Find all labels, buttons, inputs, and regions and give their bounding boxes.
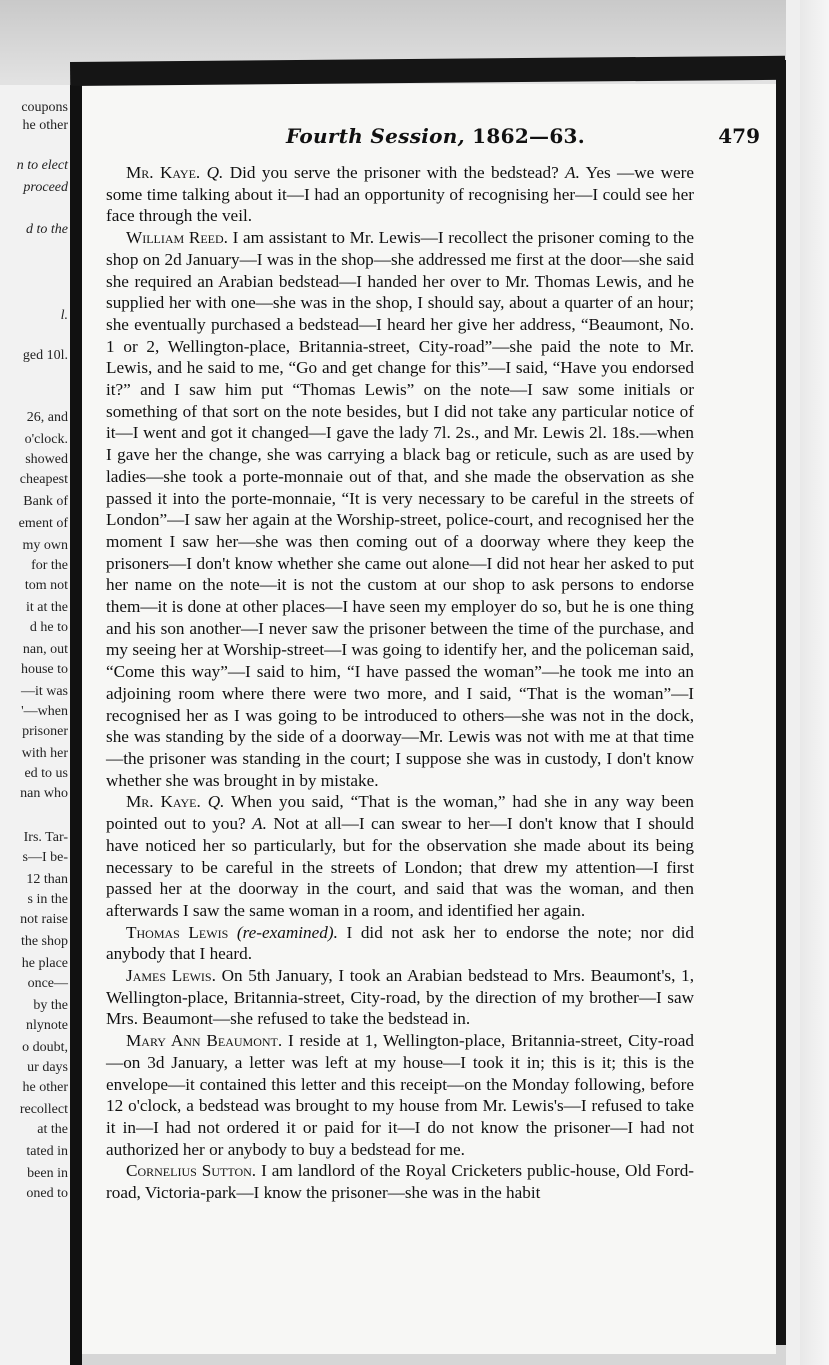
testimony-text: I did not ask her to endorse the note; nor did anybody that I heard. <box>106 922 695 964</box>
left-page-fragment-text: d to the <box>26 222 68 237</box>
testimony-text: I am assistant to Mr. Lewis—I recollect the prisoner coming to the shop on 2d January—I was in the shop—she addressed me first at the door—she said she required an Arabian bedstead—I handed her over to Mr. Thomas Lewis, and he supplied her with one—she was in the shop, I should say, about a quarter of an hour; she eventually purchased a bedstead—I heard her give her address, “Beaumont, No. 1 or 2, Wellington-place, Britannia-street, City-road”—she paid the note to Mr. Lewis, and he said to me, “Go and get change for this”—I said, “Have you endorsed it?” and I saw him put “Thomas Lewis” on the note—I saw some initials or something of that sort on the note besides, but I did not take any particular notice of it—I went and got it changed—I gave the lady 7l. 2s., and Mr. Lewis 2l. 18s.—when I gave her the change, she was carrying a black bag or reticule, such as are used by ladies—she took a porte-monnaie out of that, and she made the observation as she passed it into the porte-monnaie, “It is very necessary to be careful in the streets of London”—I saw her again at the Worship-street, police-court, and recognised her the moment I saw her—she was then coming out of a doorway where they keep the prisoners—I don't know whether she came out alone—I did not hear her asked to put her name on the note—it is not the custom at our shop to ask persons to endorse them—it is done at other places—I have seen my employer do so, but he is one thing and his son another—I never saw the prisoner between the time of the purchase, and my seeing her at Worship-street—I was going to identify her, and the policeman said, “Come this way”—I said to him, “I have passed the woman”—he took me into an adjoining room where there were two more, and I said, “That is the woman”—I recognised her as I was going to be introduced to others—she was not in the dock, she was standing by the side of a doorway—Mr. Lewis was not with me at that time—the prisoner was standing in the court; I suppose she was in custody, I don't know whether she was brought in by mistake. <box>106 228 694 790</box>
left-page-fragment-text: tom not <box>24 578 68 593</box>
left-page-fragment-text: n to elect <box>16 158 68 173</box>
left-page-fragment-text: ur days <box>27 1060 68 1075</box>
left-page-fragment-text: nan, out <box>22 642 68 657</box>
speaker: Mary Ann Beaumont. <box>126 1031 283 1051</box>
speaker-note: (re-examined). <box>236 922 338 942</box>
left-page-fragment-text: he other <box>22 118 68 133</box>
left-page-fragment-text: 26, and <box>26 410 68 425</box>
left-page-fragment-text: showed <box>25 452 68 467</box>
paragraph <box>106 1030 694 1160</box>
speaker: Mr. Kaye. <box>126 163 201 182</box>
left-page-fragment-text: s in the <box>27 892 68 907</box>
speaker: Thomas Lewis <box>126 922 229 942</box>
left-page-fragment-text: Bank of <box>23 494 68 509</box>
page-number: 479 <box>718 124 760 148</box>
left-page-fragment-text: nlynote <box>26 1018 68 1033</box>
left-page-fragment-text: ed to us <box>24 766 68 781</box>
body-text <box>106 162 694 1204</box>
running-head <box>286 124 585 148</box>
question-text: When you said, “That is the woman,” had she in any way been pointed out to you? <box>106 792 695 834</box>
paragraph <box>106 162 694 227</box>
left-page-fragment-text: o'clock. <box>24 432 68 447</box>
left-page-fragment-text: proceed <box>23 180 68 195</box>
speaker: James Lewis. <box>126 966 216 986</box>
left-page-fragment-text: ement of <box>18 516 68 531</box>
left-page-fragment-text: oned to <box>26 1186 68 1201</box>
testimony-text: On 5th January, I took an Arabian bedstead to Mrs. Beaumont's, 1, Wellington-place, Britannia-street, City-road, by the direction of my brother—I saw Mrs. Beaumont—she refused to take the bedstead in. <box>106 966 695 1029</box>
left-page-fragment-text: the shop <box>20 934 68 949</box>
speaker: Cornelius Sutton. <box>126 1161 257 1181</box>
left-page-fragment-text: with her <box>21 746 68 761</box>
left-page-fragment-text: o doubt, <box>22 1040 68 1055</box>
answer-marker: A. <box>565 163 580 182</box>
answer-text: Yes —we were some time talking about it—I had an opportunity of recognising her—I could see her face through the veil. <box>106 163 695 226</box>
left-page-fragment-text: by the <box>33 998 68 1013</box>
testimony-text: I am landlord of the Royal Cricketers public-house, Old Ford-road, Victoria-park—I know the prisoner—she was in the habit <box>106 1161 695 1203</box>
left-page-fragment-text: coupons <box>21 100 68 115</box>
left-page-fragment-text: s—I be- <box>22 850 68 865</box>
left-page-fragment-text: '—when <box>21 704 68 719</box>
testimony-text: I reside at 1, Wellington-place, Britannia-street, City-road—on 3d January, a letter was left at my house—I took it in; this is it; this is the envelope—it contained this letter and this receipt—on the Monday following, before 12 o'clock, a bedstead was brought to my house from Mr. Lewis's—I refused to take it in—I had not ordered it or paid for it—I do not know the prisoner—I had not authorized her or anybody to buy a bedstead for me. <box>106 1031 694 1159</box>
paragraph <box>106 1160 694 1203</box>
left-page-fragment-text: —it was <box>20 684 68 699</box>
left-page-fragment-text: cheapest <box>19 472 68 487</box>
page-header <box>82 122 772 150</box>
question-marker: Q. <box>207 792 225 812</box>
speaker: William Reed. <box>126 228 228 248</box>
left-page-fragment-text: d he to <box>29 620 68 635</box>
running-year: 1862—63. <box>472 124 586 148</box>
left-page-fragment-text: house to <box>20 662 68 677</box>
left-page-fragment-text: been in <box>27 1166 68 1181</box>
left-page-fragment-text: not raise <box>20 912 68 927</box>
paragraph <box>106 922 694 965</box>
paragraph <box>106 965 694 1030</box>
page <box>82 84 776 1354</box>
answer-marker: A. <box>252 814 267 834</box>
left-page-fragment-text: he other <box>22 1080 68 1095</box>
scan-right-shadow <box>776 60 786 1345</box>
left-page-fragment-text: he place <box>21 956 68 971</box>
paragraph <box>106 227 694 791</box>
left-page-fragment-text: prisoner <box>22 724 68 739</box>
paragraph <box>106 791 694 921</box>
left-page-fragment-text: tated in <box>26 1144 68 1159</box>
answer-text: Not at all—I can swear to her—I don't know that I should have noticed her so particularly, but for the observation she made about its being necessary to be careful in the streets of London; that drew my attention—I first passed her at the doorway in the court, and said that was the woman, and then afterwards I saw the same woman in a room, and identified her again. <box>106 814 695 920</box>
left-page-fragment-text: 12 than <box>26 872 68 887</box>
left-page-fragment-text: ged 10l. <box>22 348 68 363</box>
speaker: Mr. Kaye. <box>126 792 201 812</box>
left-page-fragment-text: Irs. Tar- <box>23 830 68 845</box>
left-page-fragment-text: l. <box>60 308 68 323</box>
left-page-fragment-text: once— <box>27 976 68 991</box>
left-page-fragment-text: my own <box>22 538 68 553</box>
next-page-edge <box>800 0 829 1365</box>
left-page-fragment-text: for the <box>31 558 68 573</box>
question-marker: Q. <box>206 163 224 182</box>
question-text: Did you serve the prisoner with the bedstead? <box>229 163 559 182</box>
left-page-fragment-text: it at the <box>26 600 68 615</box>
left-page-fragment-text: nan who <box>20 786 68 801</box>
left-page-fragment-text: recollect <box>19 1102 68 1117</box>
book-gutter <box>70 85 82 1365</box>
left-page-fragment-text: at the <box>37 1122 68 1137</box>
running-title: Fourth Session, <box>286 124 465 148</box>
left-page-fragment <box>0 85 72 1365</box>
